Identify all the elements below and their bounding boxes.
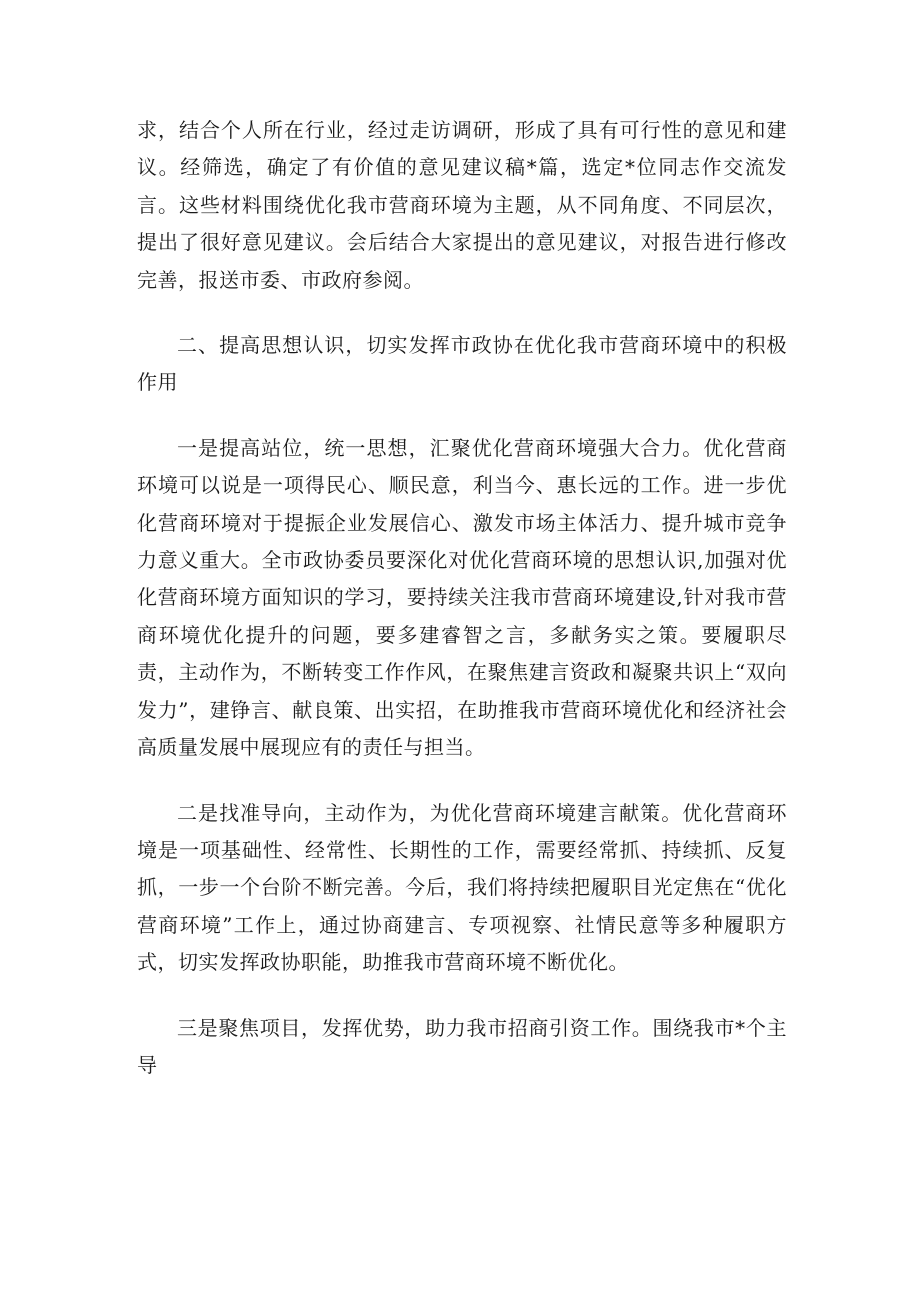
paragraph-1: 求，结合个人所在行业，经过走访调研，形成了具有可行性的意见和建议。经筛选，确定了有价值的意见建议稿*篇，选定*位同志作交流发言。这些材料围绕优化我市营商环境为主题，从不同角度、不同层次，提出了很好意见建议。会后结合大家提出的意见建议，对报告进行修改完善，报送市委、市政府参阅。 <box>137 118 787 292</box>
paragraph-gap <box>137 299 787 327</box>
paragraph-gap <box>137 767 787 795</box>
paragraph-3: 二是找准导向，主动作为，为优化营商环境建言献策。优化营商环境是一项基础性、经常性、长期性的工作，需要经常抓、持续抓、反复抓，一步一个台阶不断完善。今后，我们将持续把履职目光定焦在“优化营商环境”工作上，通过协商建言、专项视察、社情民意等多种履职方式，切实发挥政协职能，助推我市营商环境不断优化。 <box>137 800 787 975</box>
paragraph-gap <box>137 402 787 430</box>
section-heading: 二、提高思想认识，切实发挥市政协在优化我市营商环境中的积极作用 <box>137 333 787 395</box>
paragraph-4: 三是聚焦项目，发挥优势，助力我市招商引资工作。围绕我市*个主导 <box>137 1015 787 1077</box>
paragraph-gap <box>137 982 787 1010</box>
paragraph-2: 一是提高站位，统一思想，汇聚优化营商环境强大合力。优化营商环境可以说是一项得民心、顺民意，利当今、惠长远的工作。进一步优化营商环境对于提振企业发展信心、激发市场主体活力、提升城市竞争力意义重大。全市政协委员要深化对优化营商环境的思想认识,加强对优化营商环境方面知识的学习，要持续关注我市营商环境建设,针对我市营商环境优化提升的问题，要多建睿智之言，多献务实之策。要履职尽责，主动作为，不断转变工作作风，在聚焦建言资政和凝聚共识上“双向发力”，建铮言、献良策、出实招，在助推我市营商环境优化和经济社会高质量发展中展现应有的责任与担当。 <box>137 435 787 760</box>
document-body <box>137 112 787 1084</box>
